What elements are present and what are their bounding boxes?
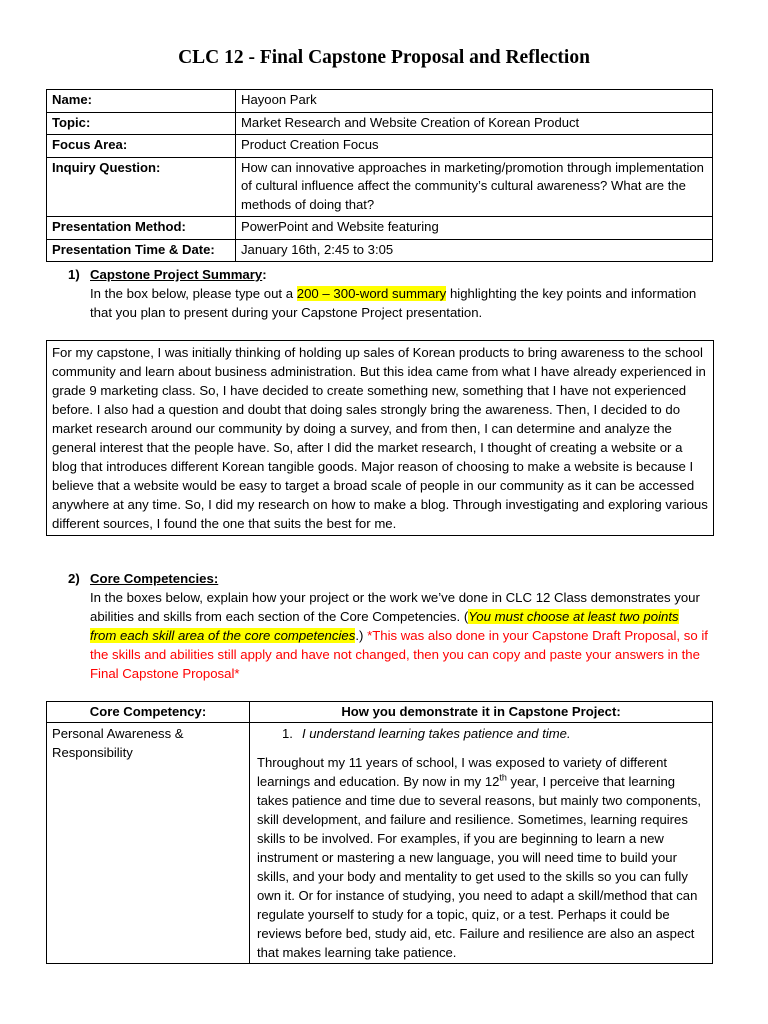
info-label: Presentation Method: (47, 217, 236, 240)
section-heading: Capstone Project Summary (90, 267, 263, 282)
info-row-name (47, 90, 713, 113)
info-table (46, 89, 713, 262)
info-row-presentation-time (47, 239, 713, 262)
core-competency-table (46, 701, 713, 964)
section-capstone-summary: 1) Capstone Project Summary: In the box below, please type out a 200 – 300-word summary highlighting the key points and information that you plan to present during your Capstone Project presentation. (68, 265, 708, 322)
summary-box: For my capstone, I was initially thinking of holding up sales of Korean products to bring awareness to the school community and learn about business administration. But this idea came from what I have already experienced in grade 9 marketing class. So, I have decided to create something new, something that I have not experienced before. I also had a question and doubt that doing sales strongly bring the awareness. Then, I decided to do market research around our community by doing a survey, and from then, I can determine and analyze the general interest that the people have. So, after I did the market research, I thought of creating a website or a blog that introduces different Korean tangible goods. Major reason of choosing to make a website is because I believe that a website would be easy to target a broad scale of people in our community as it can be accessed anywhere at any time. So, I did my research on how to make a blog. Through investigating and exploring various different sources, I found the one that suits the best for me. (46, 340, 714, 536)
info-row-topic (47, 112, 713, 135)
competency-demonstration (250, 723, 713, 964)
table-header-row (47, 702, 713, 723)
info-label: Presentation Time & Date: (47, 239, 236, 262)
list-item (282, 724, 707, 743)
info-label: Inquiry Question: (47, 157, 236, 217)
info-row-presentation-method (47, 217, 713, 240)
document-title: CLC 12 - Final Capstone Proposal and Reflection (178, 47, 590, 68)
highlighted-text: You must choose at least two points from each skill area of the core competencies (90, 609, 679, 643)
item-number: 1. (282, 726, 293, 741)
section-heading: Core Competencies: (90, 571, 219, 586)
header-demonstration: How you demonstrate it in Capstone Project: (250, 702, 713, 723)
section-core-competencies (68, 569, 708, 683)
info-value: PowerPoint and Website featuring (236, 217, 713, 240)
item-title: I understand learning takes patience and time. (302, 726, 571, 741)
section-instructions: In the boxes below, explain how your project or the work we’ve done in CLC 12 Class demonstrates your abilities and skills from each section of the Core Competencies. (You must choose at least two points from each skill area of the core competencies.) *This was also done in your Capstone Draft Proposal, so if the skills and abilities still apply and have not changed, then you can copy and paste your answers in the Final Capstone Proposal* (90, 590, 708, 681)
section-instructions: In the box below, please type out a 200 – 300-word summary highlighting the key points and information that you plan to present during your Capstone Project presentation. (90, 286, 697, 320)
info-value: January 16th, 2:45 to 3:05 (236, 239, 713, 262)
info-label: Focus Area: (47, 135, 236, 158)
table-row (47, 723, 713, 964)
header-core-competency: Core Competency: (47, 702, 250, 723)
info-row-focus-area (47, 135, 713, 158)
info-label: Topic: (47, 112, 236, 135)
info-value: Product Creation Focus (236, 135, 713, 158)
red-note: *This was also done in your Capstone Draft Proposal, so if the skills and abilities still apply and have not changed, then you can copy and paste your answers in the Final Capstone Proposal* (90, 628, 708, 681)
highlighted-text: 200 – 300-word summary (296, 286, 447, 301)
info-label: Name: (47, 90, 236, 113)
info-value: Hayoon Park (236, 90, 713, 113)
section-number: 2) (68, 571, 80, 586)
info-value: Market Research and Website Creation of Korean Product (236, 112, 713, 135)
info-value: How can innovative approaches in marketing/promotion through implementation of cultural influence affect the community’s cultural awareness? What are the methods of doing that? (236, 157, 713, 217)
demonstration-paragraph: Throughout my 11 years of school, I was exposed to variety of different learnings and education. By now in my 12th year, I perceive that learning takes patience and time due to several reasons, but mainly two components, skill development, and failure and resilience. Sometimes, learning requires skills to be involved. For examples, if you are beginning to learn a new instrument or mastering a new language, you will need time to build your skills, and your body and mentality to get used to the skills so you can fully own it. Or for instance of studying, you need to adapt a skill/method that can regulate yourself to study for a topic, quiz, or a test. Perhaps it could be reviews before bed, study aid, etc. Failure and resilience are also an aspect that makes learning take patience. (257, 755, 701, 960)
info-row-inquiry-question (47, 157, 713, 217)
competency-name: Personal Awareness & Responsibility (47, 723, 250, 964)
section-number: 1) (68, 267, 80, 282)
